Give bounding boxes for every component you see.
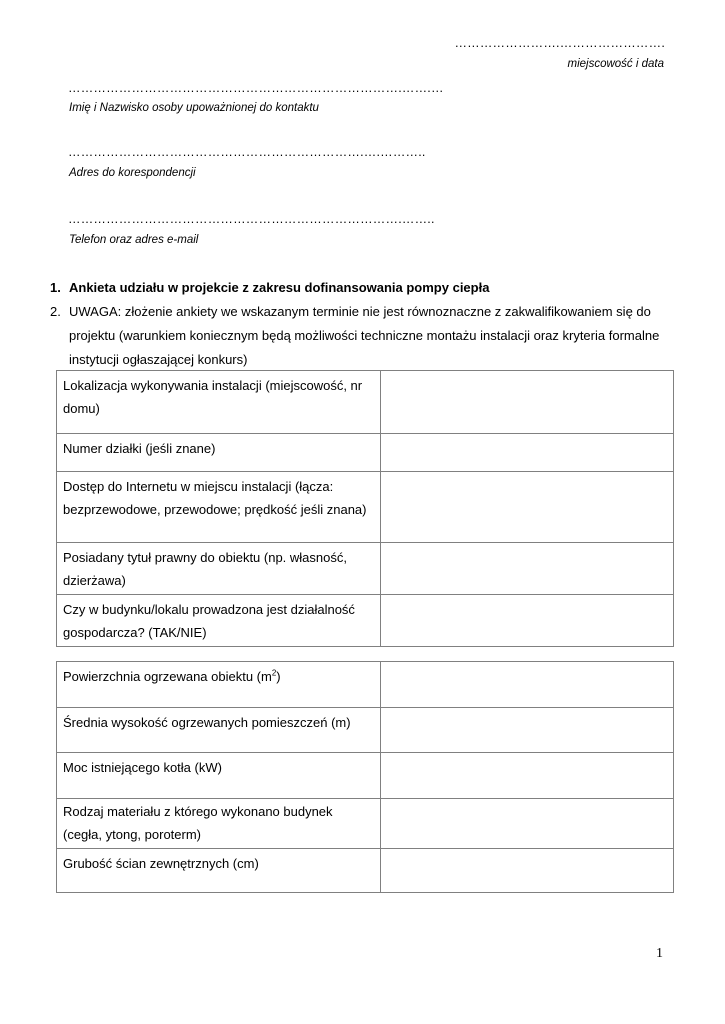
contact-name-field[interactable]: …………………………………………………………………….…….…	[68, 81, 444, 95]
survey-title: Ankieta udziału w projekcie z zakresu dofinansowania pompy ciepła	[69, 280, 490, 295]
location-input-cell[interactable]	[380, 371, 673, 434]
place-date-field[interactable]: …………………….…………………….	[454, 36, 665, 50]
table-row	[57, 662, 674, 708]
table-row	[57, 472, 674, 543]
table-row	[57, 849, 674, 893]
boiler-power-label: Moc istniejącego kotła (kW)	[57, 753, 381, 799]
phone-email-label: Telefon oraz adres e-mail	[69, 234, 199, 246]
installation-info-table	[56, 370, 674, 647]
notice-text: UWAGA: złożenie ankiety we wskazanym terminie nie jest równoznaczne z zakwalifikowaniem się do projektu (warunkiem koniecznym będą możliwości techniczne montażu instalacji oraz kryteria formalne instytucji ogłaszającej konkurs)	[69, 304, 660, 367]
table-row	[57, 708, 674, 753]
plot-number-label: Numer działki (jeśli znane)	[57, 434, 381, 472]
contact-name-label: Imię i Nazwisko osoby upoważnionej do kontaktu	[69, 102, 319, 114]
table-row	[57, 753, 674, 799]
internet-access-label: Dostęp do Internetu w miejscu instalacji (łącza: bezprzewodowe, przewodowe; prędkość jeśli znana)	[57, 472, 381, 543]
list-item-survey-title	[50, 276, 675, 300]
list-number: 1.	[50, 280, 61, 295]
plot-number-input-cell[interactable]	[380, 434, 673, 472]
table-row	[57, 543, 674, 595]
table-row	[57, 434, 674, 472]
table-row	[57, 371, 674, 434]
room-height-input-cell[interactable]	[380, 708, 673, 753]
area-unit-superscript: 2	[271, 668, 277, 678]
phone-email-field[interactable]: …………………………………………………………………….……..	[68, 212, 435, 226]
info-list	[50, 276, 675, 372]
table-row	[57, 799, 674, 849]
legal-title-input-cell[interactable]	[380, 543, 673, 595]
room-height-label: Średnia wysokość ogrzewanych pomieszczeń (m)	[57, 708, 381, 753]
list-item-notice	[50, 300, 675, 372]
building-material-input-cell[interactable]	[380, 799, 673, 849]
boiler-power-input-cell[interactable]	[380, 753, 673, 799]
heated-area-close: )	[276, 669, 281, 684]
wall-thickness-label: Grubość ścian zewnętrznych (cm)	[57, 849, 381, 893]
table-row	[57, 595, 674, 647]
heated-area-label	[57, 662, 381, 708]
place-date-label: miejscowość i data	[567, 58, 664, 70]
business-activity-label: Czy w budynku/lokalu prowadzona jest działalność gospodarcza? (TAK/NIE)	[57, 595, 381, 647]
address-field[interactable]: …………………………………………………………….….………..	[68, 145, 426, 159]
heated-area-input-cell[interactable]	[380, 662, 673, 708]
location-label: Lokalizacja wykonywania instalacji (miejscowość, nr domu)	[57, 371, 381, 434]
legal-title-label: Posiadany tytuł prawny do obiektu (np. własność, dzierżawa)	[57, 543, 381, 595]
address-label: Adres do korespondencji	[69, 167, 196, 179]
page-number: 1	[656, 946, 663, 961]
list-number: 2.	[50, 304, 61, 319]
heated-area-text: Powierzchnia ogrzewana obiektu (m	[63, 669, 272, 684]
building-material-label: Rodzaj materiału z którego wykonano budynek (cegła, ytong, poroterm)	[57, 799, 381, 849]
business-activity-input-cell[interactable]	[380, 595, 673, 647]
wall-thickness-input-cell[interactable]	[380, 849, 673, 893]
building-info-table	[56, 661, 674, 893]
internet-access-input-cell[interactable]	[380, 472, 673, 543]
